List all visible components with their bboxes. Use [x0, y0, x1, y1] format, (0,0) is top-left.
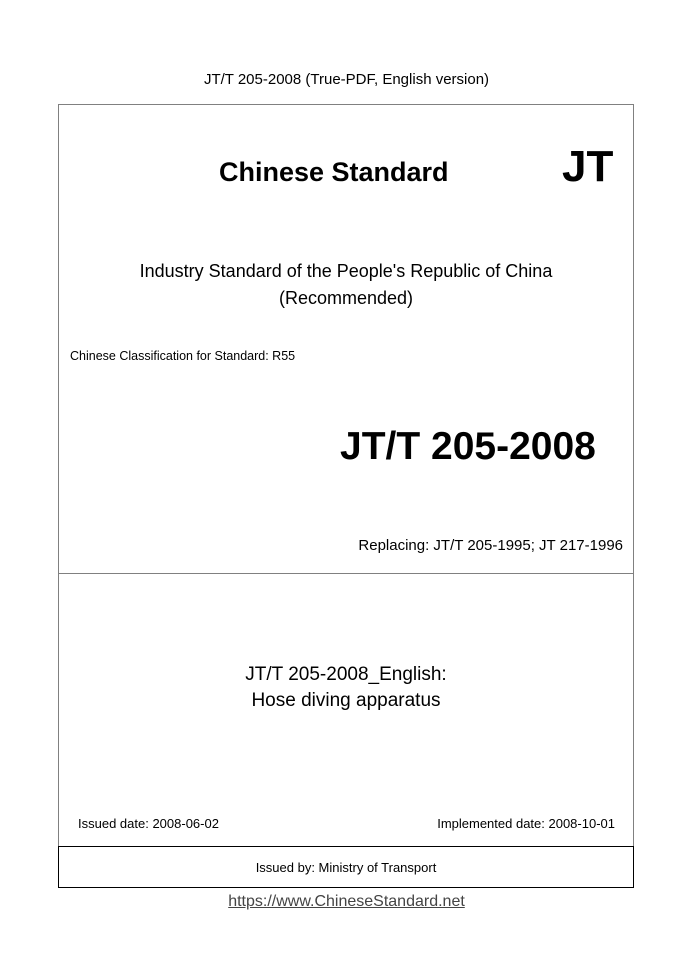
industry-line-2: (Recommended) — [278, 288, 414, 308]
page-header-title: JT/T 205-2008 (True-PDF, English version) — [203, 71, 490, 88]
brand-title: Chinese Standard — [219, 157, 449, 187]
standard-number: JT/T 205-2008 — [340, 425, 596, 468]
classification-label: Chinese Classification for Standard: R55 — [70, 349, 296, 363]
website-link[interactable]: https://www.ChineseStandard.net — [228, 893, 465, 910]
industry-standard-heading — [58, 258, 634, 312]
document-title-line-1: JT/T 205-2008_English: — [245, 664, 447, 685]
document-title — [58, 662, 634, 714]
issued-date: Issued date: 2008-06-02 — [78, 816, 219, 831]
industry-line-1: Industry Standard of the People's Republic of China — [139, 261, 553, 281]
replacing-note: Replacing: JT/T 205-1995; JT 217-1996 — [358, 537, 623, 554]
document-title-line-2: Hose diving apparatus — [251, 690, 441, 711]
implemented-date: Implemented date: 2008-10-01 — [437, 816, 615, 831]
brand-code: JT — [562, 142, 614, 191]
website-footer — [0, 893, 693, 911]
issued-by-box — [58, 846, 634, 888]
issued-by-text: Issued by: Ministry of Transport — [255, 859, 437, 875]
